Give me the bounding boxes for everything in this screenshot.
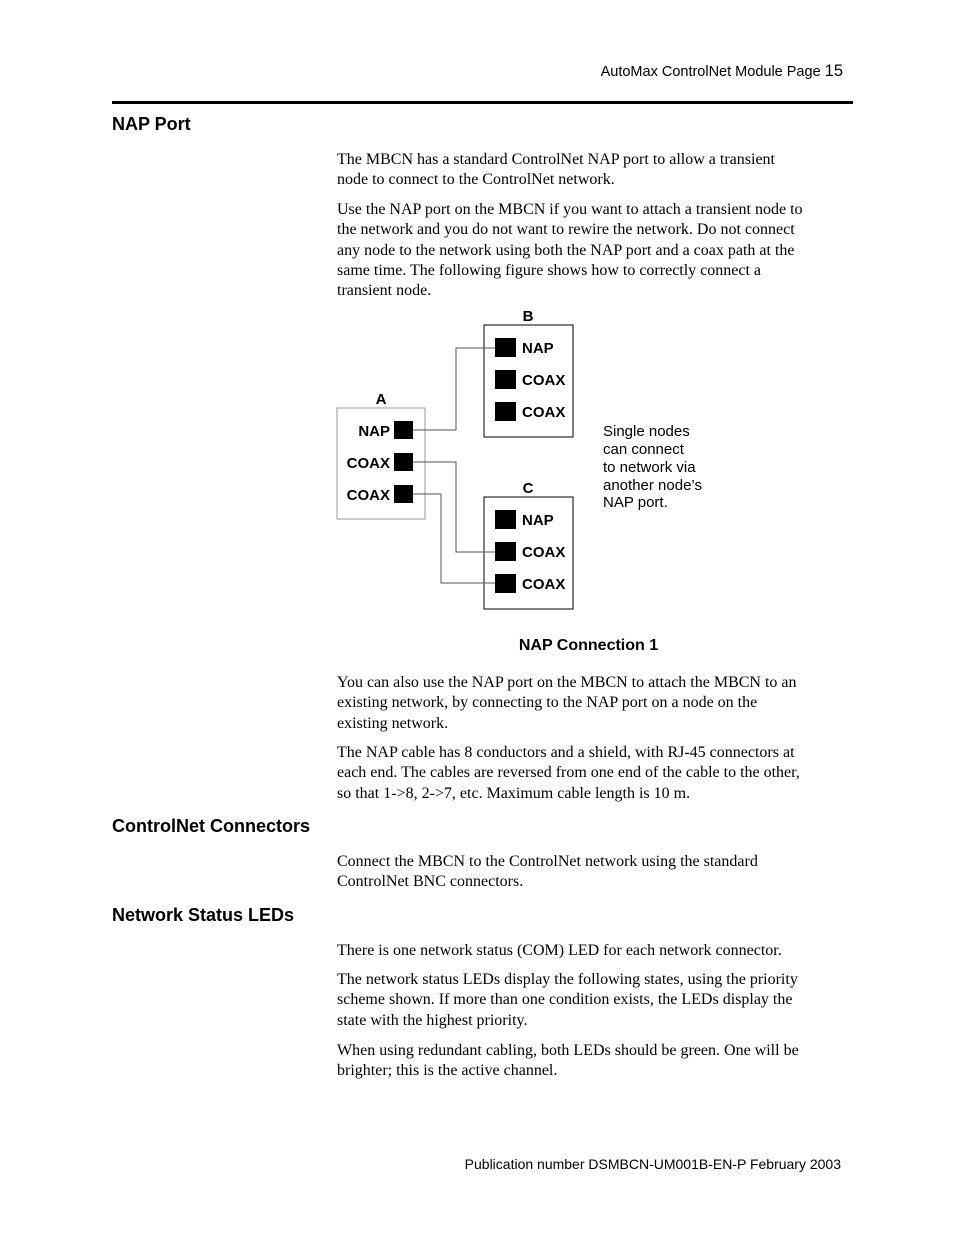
paragraph [337,673,843,734]
node-c-label: C [522,480,534,497]
node-b-port-label: NAP [522,340,554,357]
paragraph [337,852,843,893]
text-line: same time. The following figure shows how to correctly connect a [337,261,762,279]
text-line: existing network, by connecting to the NAP port on a node on the [337,694,758,712]
paragraph [337,1041,843,1082]
node-c-port-label: COAX [522,576,566,593]
paragraph [337,941,843,961]
figure-caption: NAP Connection 1 [518,637,659,654]
annotation-line: Single nodes [603,423,690,440]
node-c-coax-port-2 [495,574,516,593]
text-line: any node to the network using both the NAP port and a coax path at the [337,241,795,259]
page-number: 15 [824,62,843,80]
node-b-nap-port [495,338,516,357]
text-line: ControlNet BNC connectors. [337,873,524,891]
text-line: existing network. [337,714,449,732]
section-heading-controlnet-connectors: ControlNet Connectors [112,816,310,836]
text-line: node to connect to the ControlNet network. [337,171,615,189]
text-line: Connect the MBCN to the ControlNet network using the standard [337,853,758,870]
text-line: When using redundant cabling, both LEDs should be green. One will be [337,1042,799,1059]
text-line: transient node. [337,282,432,300]
running-header [601,62,843,81]
paragraph [337,150,843,191]
diagram-annotation [603,423,706,511]
nap-connection-diagram [330,300,730,620]
text-line: state with the highest priority. [337,1011,528,1029]
annotation-line: can connect [603,441,684,458]
node-a-label: A [375,391,387,408]
annotation-line: NAP port. [603,494,668,511]
text-line: the network and you do not want to rewire the network. Do not connect [337,221,795,239]
text-line: The NAP cable has 8 conductors and a shield, with RJ-45 connectors at [337,744,795,761]
node-c-port-label: COAX [522,544,566,561]
paragraph [337,970,843,1031]
section-heading-network-status-leds: Network Status LEDs [112,905,295,925]
text-line: Use the NAP port on the MBCN if you want to attach a transient node to [337,201,803,218]
text-line: each end. The cables are reversed from one end of the cable to the other, [337,764,800,782]
text-line: so that 1->8, 2->7, etc. Maximum cable length is 10 m. [337,784,691,802]
annotation-line: another node’s [603,477,702,494]
node-a-port-label: COAX [346,455,390,472]
annotation-line: to network via [603,459,696,476]
node-a-port-label: COAX [346,487,390,504]
text-line: There is one network status (COM) LED for each network connector. [337,942,782,959]
text-line: brighter; this is the active channel. [337,1062,558,1080]
running-header-title: AutoMax ControlNet Module Page [600,64,821,80]
node-b-port-label: COAX [522,404,566,421]
node-a-nap-port [394,421,413,439]
node-b-coax-port-2 [495,402,516,421]
node-b-port-label: COAX [522,372,566,389]
node-c-coax-port-1 [495,542,516,561]
node-a-port-label: NAP [358,423,390,440]
diagram-svg [330,300,730,620]
paragraph [337,743,843,804]
publication-footer: Publication number DSMBCN-UM001B-EN-P February 2003 [464,1156,841,1172]
text-line: scheme shown. If more than one condition exists, the LEDs display the [337,991,793,1009]
node-a-coax-port-1 [394,453,413,471]
header-rule [112,101,853,104]
text-line: The MBCN has a standard ControlNet NAP port to allow a transient [337,151,775,168]
node-c-nap-port [495,510,516,529]
text-line: You can also use the NAP port on the MBCN to attach the MBCN to an [337,674,797,691]
text-line: The network status LEDs display the following states, using the priority [337,971,798,988]
node-b-coax-port-1 [495,370,516,389]
paragraph [337,200,843,301]
node-b-label: B [522,308,534,325]
node-c-port-label: NAP [522,512,554,529]
node-a-coax-port-2 [394,485,413,503]
section-heading-nap-port: NAP Port [112,114,191,134]
